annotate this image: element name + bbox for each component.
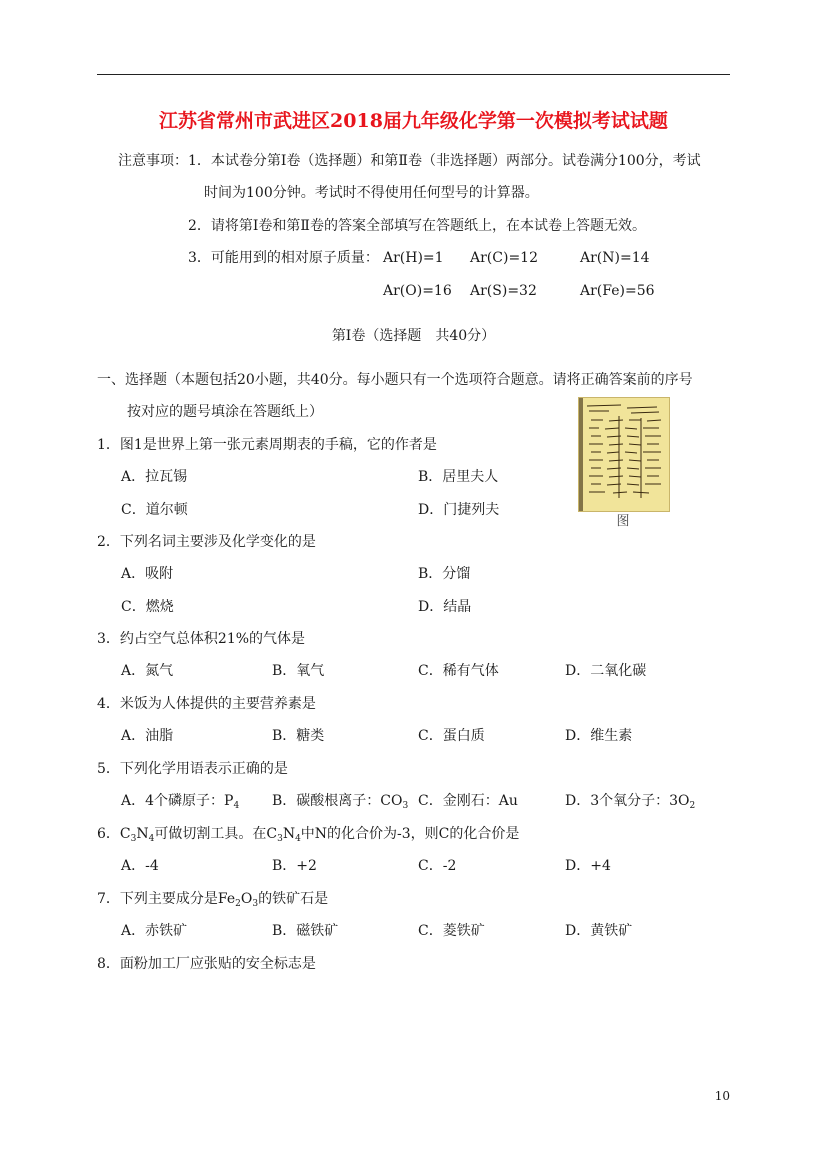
q5-stem: 5．下列化学用语表示正确的是	[97, 761, 288, 777]
q6-option-d: D．+4	[565, 858, 611, 874]
q5-option-d-sub: 2	[689, 801, 696, 811]
q2-option-b: B．分馏	[418, 566, 471, 582]
periodic-table-manuscript-image	[578, 397, 670, 512]
figure-caption: 图	[616, 514, 630, 529]
section-heading: 第Ⅰ卷（选择题 共40分）	[331, 328, 496, 344]
notes-line2: 2．请将第Ⅰ卷和第Ⅱ卷的答案全部填写在答题纸上，在本试卷上答题无效。	[188, 218, 646, 234]
mass-s: Ar(S)=32	[470, 283, 537, 299]
q7-option-a: A．赤铁矿	[121, 923, 188, 939]
manuscript-drawing	[579, 398, 669, 511]
q2-option-c: C．燃烧	[121, 599, 174, 615]
q6-formula2-c: C	[266, 826, 278, 842]
q6-stem	[97, 824, 519, 844]
q1-option-b: B．居里夫人	[418, 469, 499, 485]
q1-option-a: A．拉瓦锡	[121, 469, 188, 485]
mass-fe: Ar(Fe)=56	[580, 283, 655, 299]
q2-stem: 2．下列名词主要涉及化学变化的是	[97, 534, 316, 550]
page-title: 江苏省常州市武进区2018届九年级化学第一次模拟考试试题	[159, 110, 668, 132]
q6-formula-n: N	[136, 826, 149, 842]
q7-stem	[97, 889, 328, 909]
q4-option-c: C．蛋白质	[418, 728, 485, 744]
q7-sub1: 2	[235, 899, 241, 909]
header-rule	[97, 74, 730, 75]
q5-option-a	[121, 791, 239, 811]
part1-instructions-1: 一、选择题（本题包括20小题，共40分。每小题只有一个选项符合题意。请将正确答案前的序号	[97, 372, 693, 388]
q3-option-a: A．氮气	[121, 663, 174, 679]
q1-option-c: C．道尔顿	[121, 502, 188, 518]
q6-stem-mid2: 中N的化合价为-3，则C的化合价是	[300, 826, 520, 842]
q2-option-d: D．结晶	[418, 599, 472, 615]
page-number: 10	[714, 1089, 730, 1103]
notes-line1a: 1．本试卷分第Ⅰ卷（选择题）和第Ⅱ卷（非选择题）两部分。试卷满分100分，考试	[188, 153, 701, 169]
mass-h: Ar(H)=1	[383, 250, 444, 266]
q7-stem-post: 的铁矿石是	[258, 891, 329, 907]
q8-stem: 8．面粉加工厂应张贴的安全标志是	[97, 956, 316, 972]
mass-o: Ar(O)=16	[383, 283, 452, 299]
q1-stem: 1．图1是世界上第一张元素周期表的手稿，它的作者是	[97, 437, 437, 453]
part1-instructions-2: 按对应的题号填涂在答题纸上）	[127, 404, 323, 420]
q7-option-d: D．黄铁矿	[565, 923, 633, 939]
mass-c: Ar(C)=12	[470, 250, 538, 266]
notes-label: 注意事项：	[118, 153, 188, 169]
q3-option-d: D．二氧化碳	[565, 663, 647, 679]
q3-option-b: B．氧气	[272, 663, 325, 679]
notes-line1b: 时间为100分钟。考试时不得使用任何型号的计算器。	[204, 185, 539, 201]
q3-option-c: C．稀有气体	[418, 663, 499, 679]
q2-option-a: A．吸附	[121, 566, 174, 582]
q6-formula2-sub4: 4	[295, 834, 301, 844]
q7-sub2: 3	[252, 899, 259, 909]
q6-option-c: C．-2	[418, 858, 457, 874]
q4-stem: 4．米饭为人体提供的主要营养素是	[97, 696, 316, 712]
q6-stem-mid1: 可做切割工具。在	[154, 826, 267, 842]
q3-stem: 3．约占空气总体积21%的气体是	[97, 631, 306, 647]
notes-line3-label: 3．可能用到的相对原子质量：	[188, 250, 379, 266]
mass-n: Ar(N)=14	[580, 250, 650, 266]
q5-option-b	[272, 791, 408, 811]
q6-stem-num: 6．	[97, 826, 120, 842]
q6-option-b: B．+2	[272, 858, 317, 874]
q5-option-d-text: D．3个氧分子：3O	[565, 793, 690, 809]
q4-option-d: D．维生素	[565, 728, 633, 744]
q7-formula-o: O	[240, 891, 253, 907]
q6-formula-sub4: 4	[148, 834, 155, 844]
q7-stem-pre: 7．下列主要成分是Fe	[97, 891, 236, 907]
q4-option-a: A．油脂	[121, 728, 174, 744]
q5-option-b-sub: 3	[402, 801, 409, 811]
q5-option-b-text: B．碳酸根离子：CO	[272, 793, 403, 809]
q6-option-a: A．-4	[121, 858, 159, 874]
q4-option-b: B．糖类	[272, 728, 325, 744]
q5-option-a-sub: 4	[233, 801, 240, 811]
q6-formula-sub3: 3	[130, 834, 137, 844]
q6-formula-c: C	[119, 826, 131, 842]
q5-option-a-text: A．4个磷原子：P	[121, 793, 234, 809]
q7-option-b: B．磁铁矿	[272, 923, 339, 939]
q5-option-c: C．金刚石：Au	[418, 793, 518, 809]
q5-option-d	[565, 791, 695, 811]
q1-option-d: D．门捷列夫	[418, 502, 500, 518]
q7-option-c: C．菱铁矿	[418, 923, 485, 939]
q6-formula2-n: N	[282, 826, 296, 842]
q6-formula2-sub3: 3	[277, 834, 283, 844]
